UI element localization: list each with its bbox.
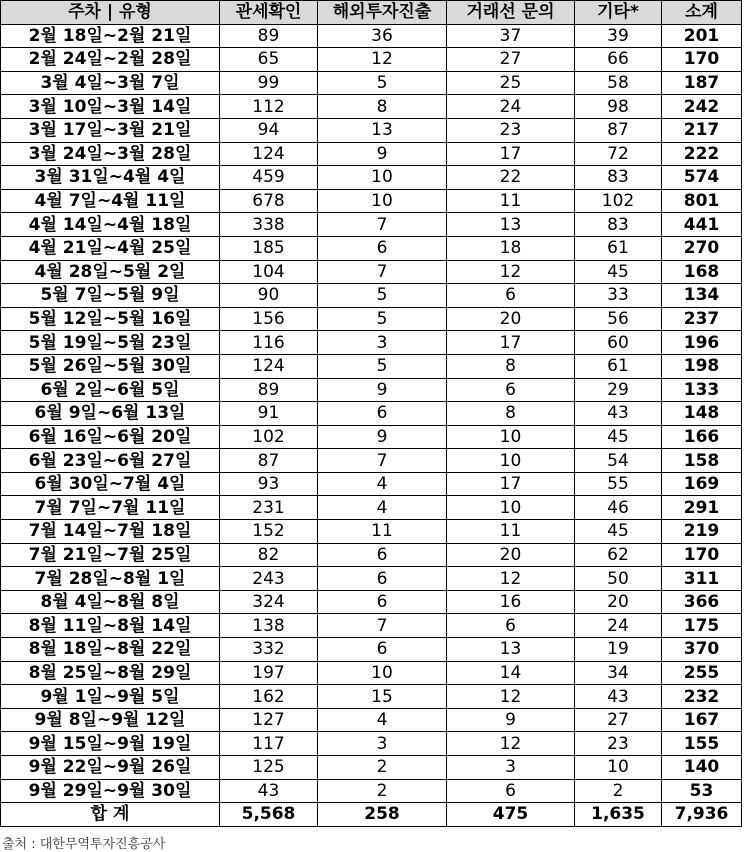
tariff-check-cell: 678 [220,189,318,213]
overseas-investment-cell: 6 [318,590,447,614]
other-cell: 98 [575,95,662,119]
overseas-investment-cell: 10 [318,166,447,190]
overseas-investment-cell: 6 [318,638,447,662]
overseas-investment-cell: 4 [318,472,447,496]
table-row [1,732,742,756]
subtotal-cell: 237 [662,307,742,331]
trade-inquiry-cell: 9 [447,708,575,732]
trade-inquiry-cell: 24 [447,95,575,119]
subtotal-cell: 366 [662,590,742,614]
trade-inquiry-cell: 11 [447,520,575,544]
other-cell: 29 [575,378,662,402]
tariff-check-cell: 338 [220,213,318,237]
subtotal-cell: 187 [662,71,742,95]
other-cell: 24 [575,614,662,638]
table-row [1,685,742,709]
tariff-check-cell: 82 [220,543,318,567]
trade-inquiry-cell: 14 [447,661,575,685]
table-row [1,543,742,567]
table-row [1,520,742,544]
table-row [1,756,742,780]
tariff-check-cell: 112 [220,95,318,119]
period-cell: 5월 12일~5월 16일 [1,307,220,331]
table-row [1,449,742,473]
table-row [1,638,742,662]
tariff-check-cell: 459 [220,166,318,190]
period-cell: 9월 15일~9월 19일 [1,732,220,756]
trade-inquiry-cell: 17 [447,142,575,166]
other-cell: 72 [575,142,662,166]
overseas-investment-cell: 6 [318,543,447,567]
trade-inquiry-cell: 13 [447,213,575,237]
header-overseas-investment: 해외투자진출 [318,1,447,25]
trade-inquiry-cell: 25 [447,71,575,95]
period-cell: 6월 2일~6월 5일 [1,378,220,402]
table-row [1,24,742,48]
overseas-investment-cell: 4 [318,708,447,732]
subtotal-cell: 158 [662,449,742,473]
total-tariff-check: 5,568 [220,803,318,827]
trade-inquiry-cell: 27 [447,48,575,72]
trade-inquiry-cell: 11 [447,189,575,213]
period-cell: 3월 4일~3월 7일 [1,71,220,95]
overseas-investment-cell: 36 [318,24,447,48]
table-row [1,236,742,260]
table-row [1,590,742,614]
other-cell: 61 [575,354,662,378]
table-row [1,142,742,166]
period-cell: 8월 11일~8월 14일 [1,614,220,638]
period-cell: 9월 1일~9월 5일 [1,685,220,709]
overseas-investment-cell: 6 [318,402,447,426]
tariff-check-cell: 91 [220,402,318,426]
subtotal-cell: 168 [662,260,742,284]
other-cell: 27 [575,708,662,732]
tariff-check-cell: 197 [220,661,318,685]
tariff-check-cell: 138 [220,614,318,638]
overseas-investment-cell: 9 [318,378,447,402]
other-cell: 45 [575,425,662,449]
subtotal-cell: 291 [662,496,742,520]
tariff-check-cell: 90 [220,284,318,308]
other-cell: 58 [575,71,662,95]
subtotal-cell: 170 [662,543,742,567]
subtotal-cell: 169 [662,472,742,496]
total-trade-inquiry: 475 [447,803,575,827]
table-row [1,284,742,308]
other-cell: 83 [575,213,662,237]
subtotal-cell: 441 [662,213,742,237]
overseas-investment-cell: 5 [318,354,447,378]
table-row [1,260,742,284]
subtotal-cell: 242 [662,95,742,119]
period-cell: 4월 28일~5월 2일 [1,260,220,284]
table-row [1,166,742,190]
subtotal-cell: 198 [662,354,742,378]
subtotal-cell: 801 [662,189,742,213]
subtotal-cell: 574 [662,166,742,190]
table-row [1,779,742,803]
trade-inquiry-cell: 17 [447,472,575,496]
period-cell: 7월 21일~7월 25일 [1,543,220,567]
table-row [1,71,742,95]
overseas-investment-cell: 9 [318,425,447,449]
subtotal-cell: 311 [662,567,742,591]
trade-inquiry-cell: 12 [447,567,575,591]
other-cell: 50 [575,567,662,591]
other-cell: 102 [575,189,662,213]
period-cell: 8월 4일~8월 8일 [1,590,220,614]
overseas-investment-cell: 10 [318,189,447,213]
overseas-investment-cell: 9 [318,142,447,166]
period-cell: 6월 16일~6월 20일 [1,425,220,449]
trade-inquiry-cell: 6 [447,284,575,308]
header-period: 주차 | 유형 [1,1,220,25]
table-row [1,472,742,496]
overseas-investment-cell: 2 [318,756,447,780]
period-cell: 3월 10일~3월 14일 [1,95,220,119]
overseas-investment-cell: 10 [318,661,447,685]
other-cell: 60 [575,331,662,355]
other-cell: 87 [575,118,662,142]
other-cell: 33 [575,284,662,308]
period-cell: 2월 24일~2월 28일 [1,48,220,72]
overseas-investment-cell: 7 [318,449,447,473]
tariff-check-cell: 117 [220,732,318,756]
overseas-investment-cell: 3 [318,331,447,355]
trade-inquiry-cell: 18 [447,236,575,260]
overseas-investment-cell: 5 [318,307,447,331]
total-overseas-investment: 258 [318,803,447,827]
period-cell: 5월 7일~5월 9일 [1,284,220,308]
trade-inquiry-cell: 8 [447,402,575,426]
subtotal-cell: 217 [662,118,742,142]
trade-inquiry-cell: 17 [447,331,575,355]
tariff-check-cell: 124 [220,142,318,166]
trade-inquiry-cell: 23 [447,118,575,142]
tariff-check-cell: 93 [220,472,318,496]
subtotal-cell: 175 [662,614,742,638]
table-row [1,354,742,378]
period-cell: 7월 14일~7월 18일 [1,520,220,544]
other-cell: 43 [575,685,662,709]
overseas-investment-cell: 7 [318,614,447,638]
total-label: 합 계 [1,803,220,827]
header-other: 기타* [575,1,662,25]
subtotal-cell: 53 [662,779,742,803]
trade-inquiry-cell: 10 [447,496,575,520]
other-cell: 45 [575,260,662,284]
table-row [1,118,742,142]
total-other: 1,635 [575,803,662,827]
overseas-investment-cell: 6 [318,567,447,591]
total-subtotal: 7,936 [662,803,742,827]
overseas-investment-cell: 7 [318,213,447,237]
trade-inquiry-cell: 6 [447,779,575,803]
other-cell: 20 [575,590,662,614]
trade-inquiry-cell: 6 [447,614,575,638]
tariff-check-cell: 125 [220,756,318,780]
subtotal-cell: 219 [662,520,742,544]
table-row [1,661,742,685]
subtotal-cell: 232 [662,685,742,709]
period-cell: 3월 17일~3월 21일 [1,118,220,142]
table-row [1,48,742,72]
table-row [1,189,742,213]
subtotal-cell: 140 [662,756,742,780]
tariff-check-cell: 87 [220,449,318,473]
header-trade-inquiry: 거래선 문의 [447,1,575,25]
period-cell: 4월 7일~4월 11일 [1,189,220,213]
subtotal-cell: 155 [662,732,742,756]
period-cell: 7월 28일~8월 1일 [1,567,220,591]
other-cell: 55 [575,472,662,496]
other-cell: 83 [575,166,662,190]
trade-inquiry-cell: 16 [447,590,575,614]
subtotal-cell: 255 [662,661,742,685]
table-row [1,331,742,355]
trade-inquiry-cell: 8 [447,354,575,378]
period-cell: 9월 8일~9월 12일 [1,708,220,732]
trade-inquiry-cell: 20 [447,543,575,567]
overseas-investment-cell: 6 [318,236,447,260]
trade-inquiry-cell: 12 [447,260,575,284]
other-cell: 34 [575,661,662,685]
period-cell: 8월 18일~8월 22일 [1,638,220,662]
subtotal-cell: 196 [662,331,742,355]
other-cell: 66 [575,48,662,72]
period-cell: 5월 19일~5월 23일 [1,331,220,355]
tariff-check-cell: 65 [220,48,318,72]
table-row [1,307,742,331]
other-cell: 45 [575,520,662,544]
source-note: 출처 : 대한무역투자진흥공사 [2,837,166,852]
period-cell: 9월 29일~9월 30일 [1,779,220,803]
subtotal-cell: 222 [662,142,742,166]
subtotal-cell: 370 [662,638,742,662]
overseas-investment-cell: 11 [318,520,447,544]
overseas-investment-cell: 3 [318,732,447,756]
header-row [1,1,742,25]
total-row [1,803,742,827]
period-cell: 6월 9일~6월 13일 [1,402,220,426]
tariff-check-cell: 116 [220,331,318,355]
tariff-check-cell: 243 [220,567,318,591]
overseas-investment-cell: 2 [318,779,447,803]
other-cell: 56 [575,307,662,331]
table-body [1,24,742,803]
table-row [1,614,742,638]
other-cell: 39 [575,24,662,48]
other-cell: 62 [575,543,662,567]
period-cell: 9월 22일~9월 26일 [1,756,220,780]
subtotal-cell: 148 [662,402,742,426]
subtotal-cell: 270 [662,236,742,260]
tariff-check-cell: 332 [220,638,318,662]
header-subtotal: 소계 [662,1,742,25]
table-row [1,378,742,402]
overseas-investment-cell: 13 [318,118,447,142]
subtotal-cell: 134 [662,284,742,308]
trade-inquiry-cell: 22 [447,166,575,190]
tariff-check-cell: 102 [220,425,318,449]
tariff-check-cell: 185 [220,236,318,260]
tariff-check-cell: 124 [220,354,318,378]
table-row [1,496,742,520]
overseas-investment-cell: 8 [318,95,447,119]
trade-inquiry-cell: 10 [447,425,575,449]
overseas-investment-cell: 12 [318,48,447,72]
subtotal-cell: 133 [662,378,742,402]
tariff-check-cell: 43 [220,779,318,803]
table-row [1,402,742,426]
period-cell: 3월 24일~3월 28일 [1,142,220,166]
period-cell: 4월 14일~4월 18일 [1,213,220,237]
overseas-investment-cell: 15 [318,685,447,709]
overseas-investment-cell: 5 [318,284,447,308]
subtotal-cell: 166 [662,425,742,449]
period-cell: 4월 21일~4월 25일 [1,236,220,260]
period-cell: 7월 7일~7월 11일 [1,496,220,520]
period-cell: 6월 30일~7월 4일 [1,472,220,496]
table-row [1,213,742,237]
other-cell: 61 [575,236,662,260]
trade-inquiry-cell: 3 [447,756,575,780]
other-cell: 19 [575,638,662,662]
tariff-check-cell: 231 [220,496,318,520]
trade-inquiry-cell: 12 [447,732,575,756]
trade-inquiry-cell: 6 [447,378,575,402]
trade-inquiry-cell: 10 [447,449,575,473]
table-row [1,708,742,732]
other-cell: 10 [575,756,662,780]
tariff-check-cell: 156 [220,307,318,331]
trade-inquiry-cell: 20 [447,307,575,331]
tariff-check-cell: 89 [220,24,318,48]
tariff-check-cell: 127 [220,708,318,732]
table-row [1,567,742,591]
other-cell: 46 [575,496,662,520]
overseas-investment-cell: 4 [318,496,447,520]
other-cell: 54 [575,449,662,473]
other-cell: 43 [575,402,662,426]
trade-inquiry-cell: 37 [447,24,575,48]
subtotal-cell: 170 [662,48,742,72]
period-cell: 6월 23일~6월 27일 [1,449,220,473]
overseas-investment-cell: 7 [318,260,447,284]
trade-inquiry-cell: 13 [447,638,575,662]
tariff-check-cell: 162 [220,685,318,709]
tariff-check-cell: 89 [220,378,318,402]
period-cell: 5월 26일~5월 30일 [1,354,220,378]
subtotal-cell: 167 [662,708,742,732]
table-row [1,95,742,119]
header-tariff-check: 관세확인 [220,1,318,25]
table-row [1,425,742,449]
tariff-check-cell: 324 [220,590,318,614]
period-cell: 2월 18일~2월 21일 [1,24,220,48]
subtotal-cell: 201 [662,24,742,48]
period-cell: 8월 25일~8월 29일 [1,661,220,685]
tariff-check-cell: 94 [220,118,318,142]
tariff-check-cell: 104 [220,260,318,284]
tariff-check-cell: 152 [220,520,318,544]
trade-inquiry-cell: 12 [447,685,575,709]
other-cell: 23 [575,732,662,756]
other-cell: 2 [575,779,662,803]
period-cell: 3월 31일~4월 4일 [1,166,220,190]
tariff-check-cell: 99 [220,71,318,95]
overseas-investment-cell: 5 [318,71,447,95]
